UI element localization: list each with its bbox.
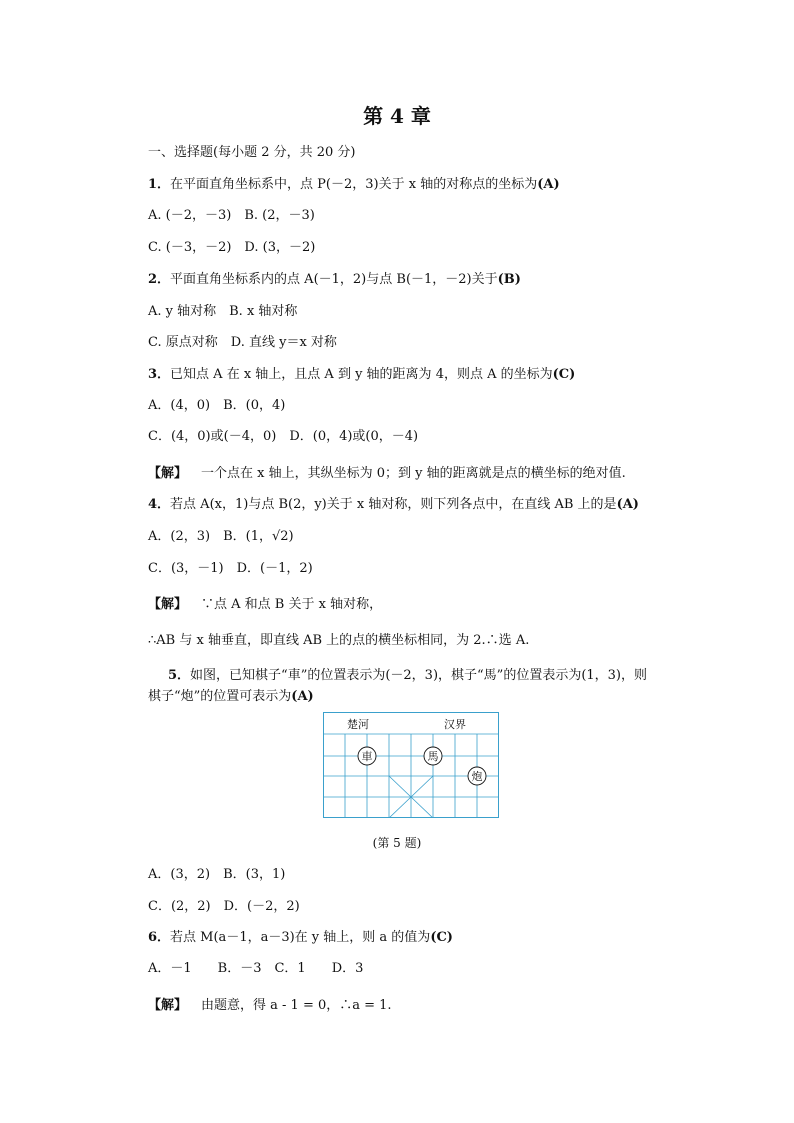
question-3: [148, 366, 575, 384]
chess-piece-che: [358, 747, 376, 765]
answer: (C): [552, 367, 576, 382]
solution: [148, 596, 382, 614]
options-row: C. (－3，－2) D. (3，－2): [148, 240, 316, 255]
question-4: [148, 496, 639, 514]
chess-board-figure: [323, 712, 499, 818]
question-6: [148, 929, 453, 947]
solution: [148, 997, 392, 1015]
question-text: 平面直角坐标系内的点 A(－1，2)与点 B(－1，－2)关于: [170, 272, 498, 287]
options-row: A．(3，2) B．(3，1): [148, 867, 286, 882]
question-text: 棋子“炮”的位置可表示为: [148, 689, 292, 704]
answer: (C): [430, 930, 453, 945]
question-number: 2．: [148, 272, 171, 287]
solution-label: 【解】: [148, 597, 188, 612]
question-1: [148, 176, 560, 194]
page-title: 第 4 章: [363, 104, 431, 128]
answer: (A): [291, 689, 314, 704]
solution-text: 由题意，得 a - 1 = 0，∴a = 1.: [201, 998, 392, 1013]
question-number: 6．: [148, 930, 171, 945]
question-number: 3．: [148, 367, 171, 382]
solution-text: 一个点在 x 轴上，其纵坐标为 0；到 y 轴的距离就是点的横坐标的绝对值.: [201, 466, 626, 481]
answer: (A): [616, 497, 639, 512]
options-row: A. (－2，－3) B. (2，－3): [148, 208, 315, 223]
question-text: 在平面直角坐标系中，点 P(－2，3)关于 x 轴的对称点的坐标为: [170, 177, 538, 192]
solution-text: ∵点 A 和点 B 关于 x 轴对称，: [201, 597, 383, 612]
options-row: A．(2，3) B．(1，√2): [148, 529, 294, 544]
section-heading: 一、选择题(每小题 2 分，共 20 分): [148, 145, 356, 160]
question-5-continued: [148, 688, 314, 706]
question-2: [148, 271, 521, 289]
solution-label: 【解】: [148, 466, 188, 481]
piece-label: 車: [361, 750, 373, 763]
piece-label: 炮: [471, 770, 483, 783]
question-number: 4．: [148, 497, 171, 512]
answer: (B): [497, 272, 521, 287]
answer: (A): [537, 177, 560, 192]
options-row: A. y 轴对称 B. x 轴对称: [148, 304, 298, 319]
question-text: 已知点 A 在 x 轴上，且点 A 到 y 轴的距离为 4，则点 A 的坐标为: [170, 367, 553, 382]
question-text: 若点 A(x，1)与点 B(2，y)关于 x 轴对称，则下列各点中，在直线 AB 上的是: [170, 497, 617, 512]
solution: [148, 465, 626, 483]
figure-caption: (第 5 题): [372, 836, 422, 850]
solution-continued: ∴AB 与 x 轴垂直，即直线 AB 上的点的横坐标相同，为 2.∴选 A.: [148, 633, 530, 648]
options-row: C. 原点对称 D. 直线 y＝x 对称: [148, 335, 337, 350]
question-text: 若点 M(a－1，a－3)在 y 轴上，则 a 的值为: [170, 930, 431, 945]
chess-piece-pao: [468, 767, 486, 785]
options-row: A．－1 B．－3 C．1 D．3: [148, 961, 364, 976]
options-row: A．(4，0) B．(0，4): [148, 398, 286, 413]
options-row: C．(2，2) D．(－2，2): [148, 899, 300, 914]
river-label-left: 楚河: [347, 718, 369, 731]
river-label-right: 汉界: [444, 718, 466, 731]
chess-piece-ma: [424, 747, 442, 765]
question-number: 1．: [148, 177, 171, 192]
options-row: C．(3，－1) D．(－1，2): [148, 561, 313, 576]
options-row: C．(4，0)或(－4，0) D．(0，4)或(0，－4): [148, 429, 419, 444]
question-number: 5．: [168, 668, 191, 683]
question-text: 如图，已知棋子“車”的位置表示为(－2，3)，棋子“馬”的位置表示为(1，3)，则: [190, 668, 648, 683]
solution-label: 【解】: [148, 998, 188, 1013]
piece-label: 馬: [427, 750, 439, 763]
question-5: [168, 667, 647, 685]
